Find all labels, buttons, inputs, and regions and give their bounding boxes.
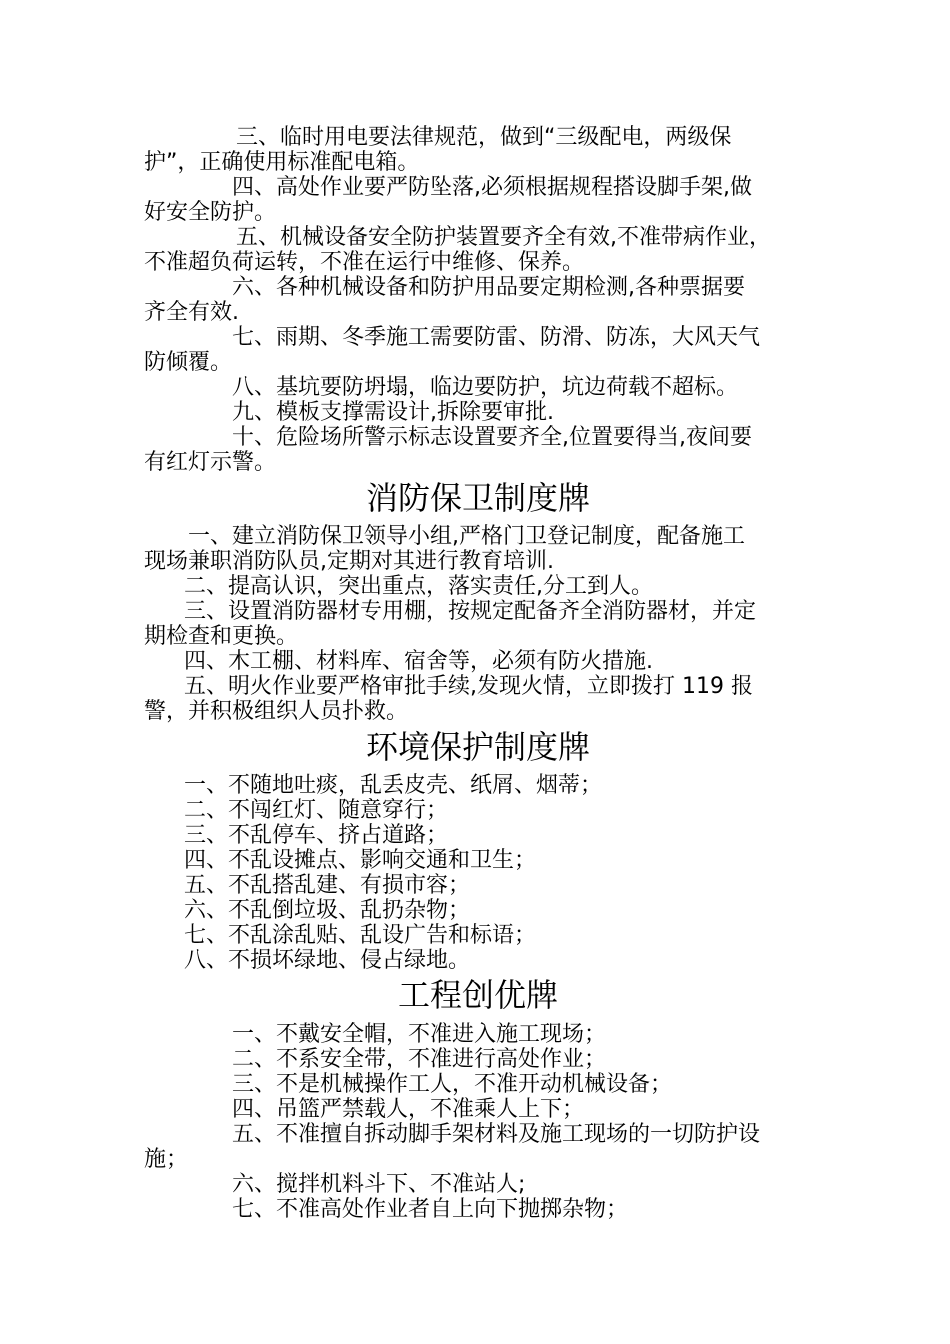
env-item: 八、不损坏绿地、侵占绿地。 [184, 948, 471, 973]
safety-item: 六、各种机械设备和防护用品要定期检测,各种票据要 齐全有效. [144, 275, 745, 325]
safety-item: 八、基坑要防坍塌，临边要防护，坑边荷载不超标。 [232, 375, 739, 400]
excellence-item: 四、吊篮严禁载人，不准乘人上下； [232, 1097, 585, 1122]
safety-item: 十、危险场所警示标志设置要齐全,位置要得当,夜间要 有红灯示警。 [144, 425, 752, 475]
fire-item: 三、设置消防器材专用棚，按规定配备齐全消防器材，并定 期检查和更换。 [144, 599, 757, 649]
env-item: 二、不闯红灯、随意穿行； [184, 798, 449, 823]
section-title-environment: 环境保护制度牌 [365, 728, 590, 766]
excellence-item: 二、不系安全带，不准进行高处作业； [232, 1047, 607, 1072]
safety-item: 五、机械设备安全防护装置要齐全有效,不准带病作业， 不准超负荷运转，不准在运行中维修、保养。 [144, 225, 771, 275]
env-item: 七、不乱涂乱贴、乱设广告和标语； [184, 923, 537, 948]
safety-item: 四、高处作业要严防坠落,必须根据规程搭设脚手架,做 好安全防护。 [144, 175, 752, 225]
env-item: 三、不乱停车、挤占道路； [184, 823, 449, 848]
excellence-item: 六、搅拌机料斗下、不准站人; [232, 1172, 526, 1197]
section-title-fire: 消防保卫制度牌 [365, 479, 590, 517]
excellence-item: 七、不准高处作业者自上向下抛掷杂物； [232, 1197, 629, 1222]
fire-item: 五、明火作业要严格审批手续,发现火情，立即拨打 119 报 警，并积极组织人员扑救。 [144, 674, 753, 724]
env-item: 五、不乱搭乱建、有损市容； [184, 873, 471, 898]
env-item: 四、不乱设摊点、影响交通和卫生； [184, 848, 537, 873]
env-item: 六、不乱倒垃圾、乱扔杂物； [184, 898, 471, 923]
excellence-item: 一、不戴安全帽，不准进入施工现场； [232, 1022, 607, 1047]
fire-item: 一、建立消防保卫领导小组,严格门卫登记制度，配备施工 现场兼职消防队员,定期对其进行教育培训. [144, 524, 745, 574]
excellence-item: 三、不是机械操作工人，不准开动机械设备； [232, 1072, 673, 1097]
env-item: 一、不随地吐痰，乱丢皮壳、纸屑、烟蒂； [184, 773, 603, 798]
safety-item: 九、模板支撑需设计,拆除要审批. [232, 400, 554, 425]
excellence-item-continuation: 施； [144, 1147, 189, 1172]
safety-item: 三、临时用电要法律规范，做到“三级配电，两级保 护”，正确使用标准配电箱。 [144, 125, 732, 175]
fire-item: 二、提高认识，突出重点，落实责任,分工到人。 [184, 574, 653, 599]
section-title-excellence: 工程创优牌 [397, 976, 558, 1014]
safety-item: 七、雨期、冬季施工需要防雷、防滑、防冻，大风天气 防倾覆。 [144, 325, 761, 375]
excellence-item: 五、不准擅自拆动脚手架材料及施工现场的一切防护设 [232, 1122, 761, 1147]
fire-item: 四、木工棚、材料库、宿舍等，必须有防火措施. [184, 649, 653, 674]
